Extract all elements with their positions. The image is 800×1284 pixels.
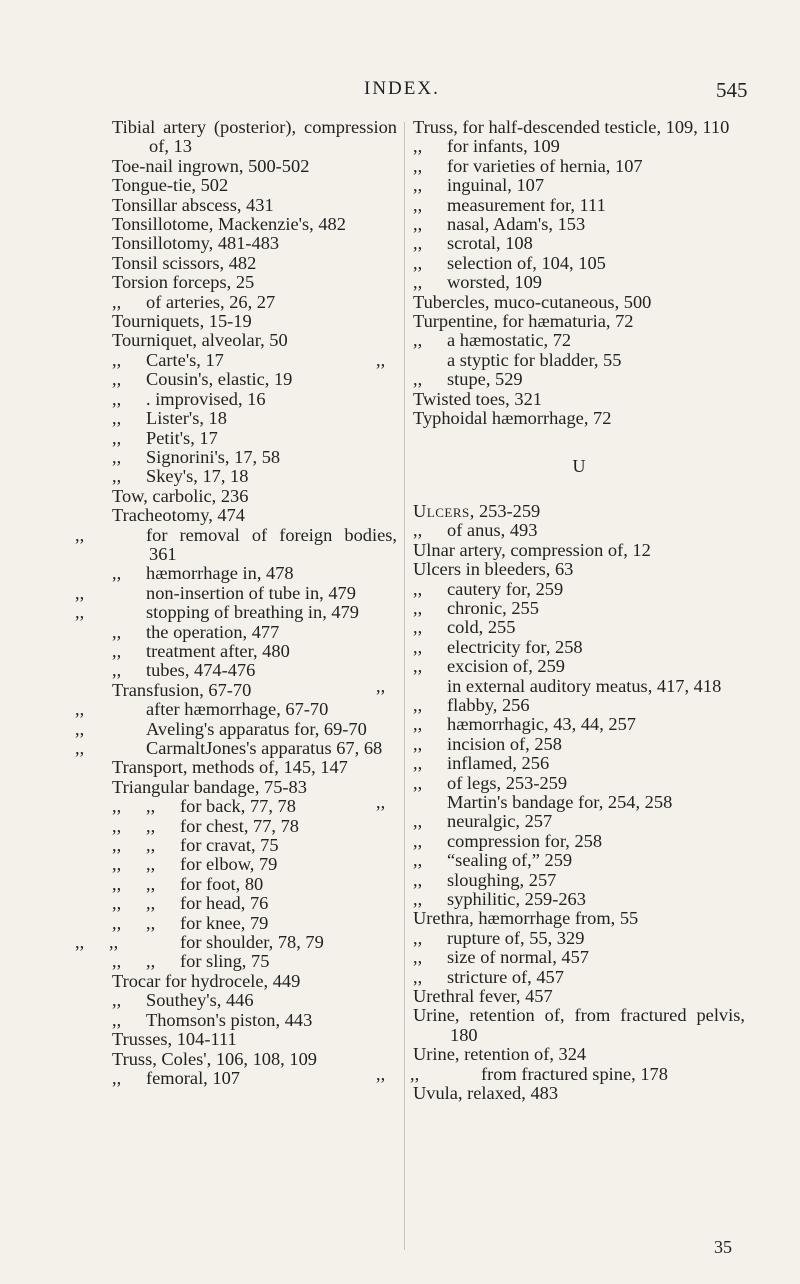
- signature-mark: 35: [714, 1237, 732, 1257]
- index-entry-text: the operation, 477: [146, 621, 280, 642]
- ditto-mark: ,,: [413, 636, 423, 657]
- ditto-mark: ,,: [75, 602, 85, 623]
- index-entry: [112, 196, 397, 215]
- index-entry: [413, 987, 745, 1006]
- index-entry-text: Turpentine, for hæmaturia, 72: [413, 311, 634, 332]
- ditto-mark: ,,: [413, 830, 423, 851]
- index-entry-text: rupture of, 55, 329: [447, 927, 585, 948]
- index-entry-text: Tonsillar abscess, 431: [112, 194, 274, 215]
- index-entry-text: Trusses, 104-111: [112, 1029, 237, 1050]
- index-entry-text: after hæmorrhage, 67-70: [146, 699, 329, 720]
- index-entry-text: compression for, 258: [447, 830, 603, 851]
- ditto-mark: ,,: [376, 349, 386, 370]
- running-head-title: INDEX.: [364, 78, 440, 99]
- ditto-mark: ,,: [413, 194, 423, 215]
- index-entry: [413, 618, 745, 637]
- index-entry-text: femoral, 107: [146, 1067, 240, 1088]
- index-entry-text: for varieties of hernia, 107: [447, 155, 643, 176]
- index-entry-text: size of normal, 457: [447, 947, 589, 968]
- ditto-mark: ,,: [75, 932, 85, 953]
- index-entry-text: for knee, 79: [180, 912, 269, 933]
- index-entry-text: for head, 76: [180, 893, 269, 914]
- ditto-mark: ,,: [413, 617, 423, 638]
- index-entry: [413, 293, 745, 312]
- index-entry-text: of arteries, 26, 27: [146, 291, 276, 312]
- ditto-mark: ,,: [146, 854, 156, 875]
- index-entries-u: [376, 500, 745, 1104]
- ditto-mark: ,,: [413, 330, 423, 351]
- index-entry: [413, 1084, 745, 1103]
- ditto-mark: ,,: [413, 656, 423, 677]
- ditto-mark: ,,: [413, 272, 423, 293]
- index-entry: [413, 851, 745, 870]
- index-entry: [413, 541, 745, 560]
- index-entry: [413, 331, 745, 350]
- index-entry: [75, 582, 397, 603]
- index-entry: [413, 312, 745, 331]
- index-entry: [112, 894, 397, 913]
- index-entry: [112, 312, 397, 331]
- index-entry: [112, 293, 397, 312]
- index-entry: [413, 157, 745, 176]
- ditto-mark: ,,: [112, 854, 122, 875]
- index-entry-text: for chest, 77, 78: [180, 815, 300, 836]
- index-entry-text: Typhoidal hæmorrhage, 72: [413, 408, 612, 429]
- index-entry: [112, 952, 397, 971]
- index-entry: [112, 118, 397, 157]
- index-entry-text: Toe-nail ingrown, 500-502: [112, 155, 310, 176]
- index-entry: [112, 642, 397, 661]
- index-entry-text: Transfusion, 67-70: [112, 679, 252, 700]
- index-entry: [413, 580, 745, 599]
- index-entry: [112, 390, 397, 409]
- index-entry: [112, 215, 397, 234]
- index-entry: [112, 914, 397, 933]
- index-entry: [112, 836, 397, 855]
- index-entry-text: Tongue-tie, 502: [112, 175, 229, 196]
- index-entry: [376, 675, 745, 696]
- index-entry: [112, 797, 397, 816]
- ditto-mark: ,,: [376, 792, 386, 812]
- index-entry: [75, 524, 397, 565]
- index-entry-text: Truss, for half-descended testicle, 109, 110: [413, 117, 730, 137]
- ditto-mark: ,,: [112, 349, 122, 370]
- index-entry-text: Tonsil scissors, 482: [112, 252, 257, 273]
- ditto-mark: ,,: [112, 640, 122, 661]
- ditto-mark: ,,: [112, 388, 122, 409]
- index-entry-text: neuralgic, 257: [447, 811, 553, 832]
- ditto-mark: ,,: [410, 1063, 420, 1084]
- index-entry: [413, 696, 745, 715]
- index-entry: [413, 215, 745, 234]
- index-entry-text: in external auditory meatus, 417, 418: [447, 675, 722, 696]
- index-entry-text: Tracheotomy, 474: [112, 505, 245, 526]
- index-entry: [75, 699, 397, 720]
- index-entry: [112, 875, 397, 894]
- index-entry-text: Triangular bandage, 75-83: [112, 776, 307, 797]
- index-entry-text: of anus, 493: [447, 520, 538, 541]
- index-entry: [413, 754, 745, 773]
- ditto-mark: ,,: [112, 1009, 122, 1030]
- index-entry: [112, 176, 397, 195]
- index-entry: [413, 1006, 745, 1045]
- index-entry: [413, 948, 745, 967]
- index-entry: [112, 370, 397, 389]
- column-divider: [404, 122, 405, 1250]
- ditto-mark: ,,: [112, 815, 122, 836]
- index-entry-text: scrotal, 108: [447, 233, 533, 254]
- index-entry: [112, 234, 397, 253]
- index-entry: [413, 871, 745, 890]
- index-entry: [112, 409, 397, 428]
- ditto-mark: ,,: [75, 699, 85, 720]
- ditto-mark: ,,: [376, 675, 386, 696]
- ditto-mark: ,,: [413, 966, 423, 987]
- index-entry: [112, 273, 397, 292]
- ditto-mark: ,,: [112, 990, 122, 1011]
- index-entry-text: Tonsillotome, Mackenzie's, 482: [112, 214, 346, 235]
- ditto-mark: ,,: [413, 233, 423, 254]
- index-entry: [413, 968, 745, 987]
- ditto-mark: ,,: [75, 524, 85, 545]
- ditto-mark: ,,: [112, 446, 122, 467]
- index-entry: [112, 254, 397, 273]
- ditto-mark: ,,: [413, 597, 423, 618]
- index-entry-text: of legs, 253-259: [447, 772, 568, 793]
- index-entry: [112, 467, 397, 486]
- index-entry: [413, 196, 745, 215]
- index-entry: [413, 735, 745, 754]
- index-entry: [75, 602, 397, 623]
- index-entry: [112, 681, 397, 700]
- section-letter: U: [572, 455, 586, 476]
- index-entry-text: Southey's, 446: [146, 990, 254, 1011]
- index-entry-text: stopping of breathing in, 479: [146, 602, 360, 623]
- index-entry-text: for cravat, 75: [180, 835, 279, 856]
- ditto-mark: ,,: [413, 252, 423, 273]
- ditto-mark: ,,: [413, 733, 423, 754]
- index-entry: [112, 855, 397, 874]
- index-column-left: [75, 117, 397, 1088]
- index-entry: [112, 564, 397, 583]
- index-entry-text: “sealing of,” 259: [447, 850, 573, 871]
- index-entry-text: stricture of, 457: [447, 966, 564, 987]
- index-entry: [112, 1050, 397, 1069]
- ditto-mark: ,,: [112, 893, 122, 914]
- index-entry-text: Urine, retention of, from fractured pelvis, 180: [413, 1005, 745, 1045]
- index-entry-text: nasal, Adam's, 153: [447, 214, 586, 235]
- index-entry: [413, 273, 745, 292]
- index-entry: [376, 792, 745, 812]
- index-entry: [112, 817, 397, 836]
- index-entry-text: flabby, 256: [447, 694, 530, 715]
- ditto-mark: ,,: [146, 835, 156, 856]
- index-entry: [413, 812, 745, 831]
- index-entry: [75, 932, 397, 953]
- index-entry: [413, 118, 745, 137]
- index-entry-text: a hæmostatic, 72: [447, 330, 572, 351]
- index-entry-text: Aveling's apparatus for, 69-70: [146, 718, 367, 739]
- index-entry-text: Tubercles, muco-cutaneous, 500: [413, 291, 652, 312]
- page-header: [0, 78, 800, 108]
- index-entry: [413, 370, 745, 389]
- index-entry: [413, 254, 745, 273]
- index-entry: [413, 715, 745, 734]
- index-entry: [112, 448, 397, 467]
- index-entry-text: Lister's, 18: [146, 408, 227, 429]
- ditto-mark: ,,: [112, 291, 122, 312]
- index-entry-text: hæmorrhagic, 43, 44, 257: [447, 714, 636, 735]
- index-entry: [413, 176, 745, 195]
- ditto-mark: ,,: [146, 796, 156, 817]
- index-entry: [413, 657, 745, 676]
- index-entry-text: Tourniquet, alveolar, 50: [112, 330, 288, 351]
- index-entry-text: selection of, 104, 105: [447, 252, 606, 273]
- index-entry: [112, 157, 397, 176]
- index-column-right: [376, 117, 745, 1104]
- ditto-mark: ,,: [413, 694, 423, 715]
- index-entry-text: Truss, Coles', 106, 108, 109: [112, 1048, 317, 1069]
- ditto-mark: ,,: [413, 155, 423, 176]
- index-entry-text: inguinal, 107: [447, 175, 545, 196]
- index-entry-text: Urethra, hæmorrhage from, 55: [413, 908, 639, 929]
- index-entry: [112, 1011, 397, 1030]
- ditto-mark: ,,: [112, 835, 122, 856]
- index-entry: [413, 599, 745, 618]
- index-entry: [112, 972, 397, 991]
- index-entry: [112, 506, 397, 525]
- ditto-mark: ,,: [112, 466, 122, 487]
- index-entry-text: cautery for, 259: [447, 578, 564, 599]
- index-entry-text: Transport, methods of, 145, 147: [112, 757, 348, 778]
- ditto-mark: ,,: [146, 893, 156, 914]
- ditto-mark: ,,: [413, 811, 423, 832]
- ditto-mark: ,,: [75, 738, 85, 758]
- index-entry-text: measurement for, 111: [447, 194, 606, 215]
- ditto-mark: ,,: [75, 718, 85, 739]
- index-entry-text: Thomson's piston, 443: [146, 1009, 313, 1030]
- index-entry: [413, 560, 745, 579]
- index-entry-text: . improvised, 16: [146, 388, 266, 409]
- index-entry-text: for infants, 109: [447, 136, 560, 157]
- ditto-mark: ,,: [112, 1067, 122, 1088]
- index-entry-text: Trocar for hydrocele, 449: [112, 970, 301, 991]
- index-entry-text: Urethral fever, 457: [413, 986, 553, 1007]
- index-entry-text: Signorini's, 17, 58: [146, 446, 281, 467]
- index-entry: [413, 832, 745, 851]
- index-entry-text: treatment after, 480: [146, 640, 290, 661]
- index-entry-text: for foot, 80: [180, 873, 264, 894]
- index-entry: [413, 137, 745, 156]
- ditto-mark: ,,: [112, 951, 122, 972]
- index-entry-text: chronic, 255: [447, 597, 539, 618]
- index-entry: [112, 991, 397, 1010]
- ditto-mark: ,,: [112, 660, 122, 681]
- index-entry-text: non-insertion of tube in, 479: [146, 582, 356, 603]
- index-entry-text: Tow, carbolic, 236: [112, 485, 249, 506]
- index-entry-text: syphilitic, 259-263: [447, 889, 586, 910]
- ditto-mark: ,,: [109, 932, 119, 953]
- index-entry-text: Twisted toes, 321: [413, 388, 542, 409]
- index-entry-text: Torsion forceps, 25: [112, 272, 255, 293]
- index-entry-text: from fractured spine, 178: [481, 1063, 668, 1084]
- index-entry-text: Martin's bandage for, 254, 258: [447, 792, 673, 812]
- index-entry-text: Urine, retention of, 324: [413, 1044, 587, 1065]
- ditto-mark: ,,: [146, 873, 156, 894]
- index-entry-text: Tourniquets, 15-19: [112, 311, 252, 332]
- index-entry-text: stupe, 529: [447, 369, 523, 390]
- index-entry-text: CarmaltJones's apparatus 67, 68: [146, 738, 383, 758]
- index-entry-text: Cousin's, elastic, 19: [146, 369, 293, 390]
- index-entry-text: for elbow, 79: [180, 854, 278, 875]
- index-entry: [413, 390, 745, 409]
- ditto-mark: ,,: [413, 850, 423, 871]
- ditto-mark: ,,: [413, 578, 423, 599]
- index-entry: [112, 778, 397, 797]
- index-entry-text: hæmorrhage in, 478: [146, 563, 294, 584]
- ditto-mark: ,,: [413, 714, 423, 735]
- ditto-mark: ,,: [112, 796, 122, 817]
- index-entry-text: Petit's, 17: [146, 427, 218, 448]
- index-entry-text: Skey's, 17, 18: [146, 466, 249, 487]
- index-entry: [413, 890, 745, 909]
- ditto-mark: ,,: [376, 1063, 386, 1084]
- index-entry: [413, 638, 745, 657]
- index-entry: [413, 521, 745, 540]
- index-entry-text: Carte's, 17: [146, 349, 224, 370]
- index-entry: [112, 331, 397, 350]
- index-entry: [413, 502, 745, 521]
- index-entry-text: Ulnar artery, compression of, 12: [413, 539, 651, 560]
- index-entry: [376, 1063, 745, 1084]
- ditto-mark: ,,: [112, 912, 122, 933]
- index-entry-text: a styptic for bladder, 55: [447, 349, 622, 370]
- ditto-mark: ,,: [413, 520, 423, 541]
- ditto-mark: ,,: [413, 175, 423, 196]
- index-entry: [376, 349, 745, 370]
- index-entry: [75, 718, 397, 739]
- index-entry-text: for sling, 75: [180, 951, 270, 972]
- index-entry-text: worsted, 109: [447, 272, 543, 293]
- ditto-mark: ,,: [112, 408, 122, 429]
- ditto-mark: ,,: [413, 869, 423, 890]
- ditto-mark: ,,: [146, 815, 156, 836]
- index-entry: [413, 1045, 745, 1064]
- index-entry-text: Tonsillotomy, 481-483: [112, 233, 280, 254]
- index-entry: [112, 661, 397, 680]
- ditto-mark: ,,: [413, 369, 423, 390]
- ditto-mark: ,,: [413, 214, 423, 235]
- ditto-mark: ,,: [413, 753, 423, 774]
- index-entry-text: inflamed, 256: [447, 753, 550, 774]
- index-entry: [112, 758, 397, 777]
- ditto-mark: ,,: [413, 927, 423, 948]
- ditto-mark: ,,: [75, 582, 85, 603]
- ditto-mark: ,,: [112, 563, 122, 584]
- index-entry-text: Ulcers in bleeders, 63: [413, 559, 574, 580]
- ditto-mark: ,,: [112, 427, 122, 448]
- page-number: 545: [716, 78, 748, 102]
- ditto-mark: ,,: [112, 621, 122, 642]
- index-entry-text: tubes, 474-476: [146, 660, 256, 681]
- index-entry: [413, 909, 745, 928]
- index-entry-text: incision of, 258: [447, 733, 562, 754]
- index-entry-text: for removal of foreign bodies, 361: [146, 524, 397, 564]
- index-entry-text: Ulcers, 253-259: [413, 500, 541, 521]
- index-entry-text: electricity for, 258: [447, 636, 583, 657]
- ditto-mark: ,,: [112, 369, 122, 390]
- index-entry: [112, 351, 397, 370]
- index-entry: [112, 623, 397, 642]
- index-entries-t: [376, 117, 745, 429]
- index-entry-text: sloughing, 257: [447, 869, 557, 890]
- index-entry: [413, 234, 745, 253]
- ditto-mark: ,,: [413, 772, 423, 793]
- index-entry: [112, 1069, 397, 1088]
- index-entry-text: Tibial artery (posterior), compression of, 13: [112, 117, 397, 157]
- index-entry: [413, 774, 745, 793]
- index-entry-text: for shoulder, 78, 79: [180, 932, 324, 953]
- index-entry-text: cold, 255: [447, 617, 516, 638]
- index-entry-text: Uvula, relaxed, 483: [413, 1083, 559, 1104]
- ditto-mark: ,,: [413, 947, 423, 968]
- index-entry-text: for back, 77, 78: [180, 796, 296, 817]
- ditto-mark: ,,: [413, 889, 423, 910]
- index-entry: [413, 929, 745, 948]
- ditto-mark: ,,: [112, 873, 122, 894]
- ditto-mark: ,,: [146, 951, 156, 972]
- index-entry: [112, 487, 397, 506]
- index-entry-text: excision of, 259: [447, 656, 565, 677]
- index-entry: [413, 409, 745, 428]
- index-entry: [112, 1030, 397, 1049]
- index-entry: [112, 429, 397, 448]
- index-entry: [75, 738, 397, 758]
- ditto-mark: ,,: [413, 136, 423, 157]
- ditto-mark: ,,: [146, 912, 156, 933]
